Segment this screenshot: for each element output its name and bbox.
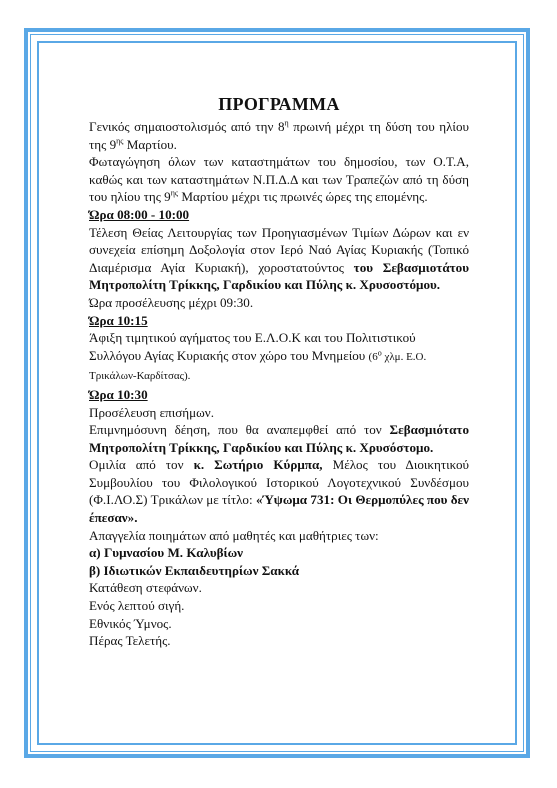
speech-text-middle: Μέλος του Διοικητικού Συμβουλίου του Φιλολογικού Ιστορικού Λογοτεχνικού Συνδέσμου (Φ.Ι.ΛΟ.Σ) Τρικάλων με τίτλο: <box>89 457 469 508</box>
silence-line: Ενός λεπτού σιγή. <box>89 598 185 614</box>
school-b-name: β) Ιδιωτικών Εκπαιδευτηρίων Σακκά <box>89 562 300 578</box>
section1-arrival: Ώρα προσέλευσης μέχρι 09:30. <box>89 294 254 310</box>
section3-time-heading: Ώρα 10:30 <box>89 386 148 402</box>
flag-paragraph <box>89 118 469 153</box>
school-a <box>89 544 469 562</box>
speaker-name: κ. Σωτήριο Κύρμπα, <box>193 457 323 473</box>
flag-superscript-2: ης <box>116 136 124 146</box>
program-content <box>89 92 469 650</box>
section1-time-heading: Ώρα 08:00 - 10:00 <box>89 206 190 222</box>
location-note-superscript: ο <box>377 348 382 358</box>
liturgy-officiant: του Σεβασμιοτάτου Μητροπολίτη Τρίκκης, Γαρδικίου και Πύλης κ. Χρυσοστόμου. <box>89 259 470 293</box>
end-line: Πέρας Τελετής. <box>89 633 171 649</box>
liturgy-text: Τέλεση Θείας Λειτουργίας των Προηγιασμένων Τιμίων Δώρων και εν συνεχεία επίσημη Δοξολογία στον Ιερό Ναό Αγίας Κυριακής (Τοπικό Διαμέρισμα Αγία Κυριακή), χοροστατούντος <box>89 224 469 275</box>
memorial-text: Επιμνημόσυνη δέηση, που θα αναπεμφθεί από τον <box>89 422 390 438</box>
speech-text-start: Ομιλία από τον <box>89 457 194 473</box>
location-note-end: χλμ. Ε.Ο. Τρικάλων-Καρδίτσας). <box>89 350 427 383</box>
speech-title: «Ύψωμα 731: Οι Θερμοπύλες που δεν έπεσαν». <box>89 492 469 526</box>
lighting-text-end: Μαρτίου μέχρι τις πρωινές ώρες της επομένης. <box>178 189 428 205</box>
location-note-start: (6 <box>368 350 378 363</box>
arrival-guard-text: Άφιξη τιμητικού αγήματος του Ε.Λ.Ο.Κ και του Πολιτιστικού Συλλόγου Αγίας Κυριακής στον χώρο του Μνημείου <box>89 330 416 363</box>
lighting-paragraph <box>89 153 469 206</box>
flag-text-middle: πρωινή μέχρι τη δύση του ηλίου της 9 <box>89 119 469 152</box>
anthem-line: Εθνικός Ύμνος. <box>89 615 172 631</box>
flag-text-end: Μαρτίου. <box>123 136 177 152</box>
section2-time-heading: Ώρα 10:15 <box>89 312 148 328</box>
liturgy-paragraph <box>89 224 469 294</box>
flag-superscript-1: η <box>284 118 289 128</box>
wreaths-line: Κατάθεση στεφάνων. <box>89 580 202 596</box>
officials-arrival: Προσέλευση επισήμων. <box>89 404 214 420</box>
memorial-officiant: Σεβασμιότατο Μητροπολίτη Τρίκκης, Γαρδικίου και Πύλης κ. Χρυσόστομο. <box>89 422 469 455</box>
memorial-paragraph <box>89 421 469 456</box>
arrival-guard-paragraph <box>89 329 469 386</box>
page-title: ΠΡΟΓΡΑΜΜΑ <box>218 94 340 114</box>
lighting-superscript: ης <box>170 189 179 199</box>
flag-text-start: Γενικός σημαιοστολισμός από την 8 <box>89 119 285 134</box>
school-a-name: α) Γυμνασίου Μ. Καλυβίων <box>89 545 244 561</box>
speech-paragraph <box>89 456 469 526</box>
school-b <box>89 562 469 580</box>
poems-line: Απαγγελία ποιημάτων από μαθητές και μαθήτριες των: <box>89 527 379 543</box>
lighting-text-start: Φωταγώγηση όλων των καταστημάτων του δημοσίου, των Ο.Τ.Α, καθώς και των καταστημάτων Ν.Π.Δ.Δ και των Τραπεζών από τη δύση του ηλίου της 9 <box>89 154 469 205</box>
